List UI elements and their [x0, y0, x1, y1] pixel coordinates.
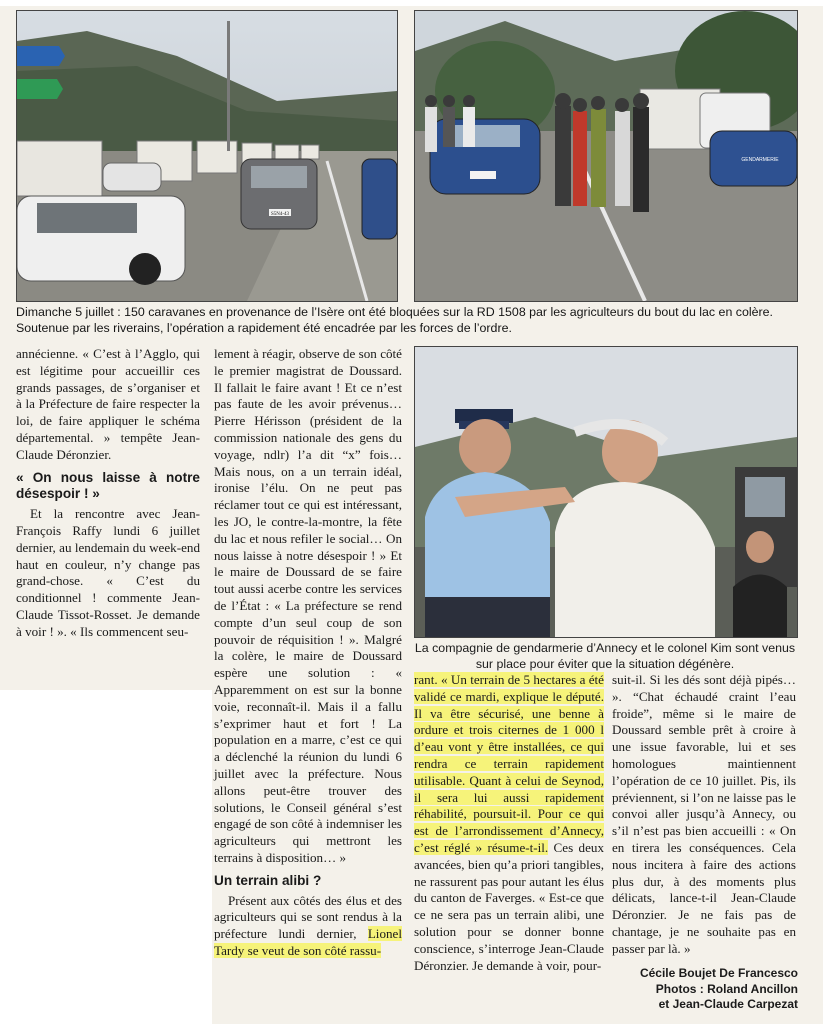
signature — [600, 966, 798, 1013]
signature-author: Cécile Boujet De Francesco — [639, 966, 798, 980]
col2-heading: Un terrain alibi ? — [214, 872, 322, 888]
caption-gendarmerie: La compagnie de gendarmerie d’Annecy et le colonel Kim sont venus sur place pour éviter que la situation dégénère. — [414, 641, 796, 671]
col3-highlight-quote: rant. « Un terrain de 5 hectares a été validé ce mardi, explique le député. Il va être sécurisé, une benne à ordure et trois citernes de 1 000 l d’eau vont y être installées, ce qui rendra ce terrain rapidement utilisable. Quant à celui de Seynod, il sera lui aussi rapidement réhabilité, poursuit-il. Pour ce qui est de l’arrondissement d’Annecy, c’est réglé » résume-t-il. — [414, 672, 604, 855]
column-1 — [16, 346, 200, 645]
col2-paragraph-2 — [214, 893, 402, 960]
photo-roadblock-gendarmes — [414, 10, 798, 302]
signature-photos: Photos : Roland Ancillon — [655, 981, 798, 996]
col1-paragraph-2: Et la rencontre avec Jean-François Raffy lundi 6 juillet dernier, au lendemain du week-end haut en couleur, n’y change pas grand-chose. « C’est du conditionnel ! commente Jean-Claude Tissot-Rosset. Je demande à voir ! ». « Ils commencent seu- — [16, 506, 200, 639]
col1-paragraph-1: annécienne. « C’est à l’Agglo, qui est légitime pour accueillir ces grands passages, de s’organiser et à la Préfecture de faire respecter la loi, de faire appliquer le schéma départemental. » tempête Jean-Claude Déronzier. — [16, 346, 200, 462]
blank-margin-top — [0, 0, 823, 6]
caption-top: Dimanche 5 juillet : 150 caravanes en provenance de l’Isère ont été bloquées sur la RD 1508 par les agriculteurs du bout du lac en colère. Soutenue par les riverains, l’opération a rapidement été encadrée par les forces de l’ordre. — [16, 305, 773, 335]
col3-rest: Ces deux avancées, bien qu’a priori tangibles, ne rassurent pas pour autant les élus du canton de Faverges. « Est-ce que ce ne sera pas un terrain alibi, une solution pour se donner bonne conscience, s’interroge Jean-Claude Déronzier. Je demande à voir, pour- — [414, 839, 604, 973]
column-4 — [612, 672, 796, 962]
col3-paragraph — [414, 672, 604, 974]
photo-caravans-road — [16, 10, 398, 302]
column-2 — [214, 346, 402, 964]
col2-paragraph-2-start: Présent aux côtés des élus et des agriculteurs qui se sont rendus à la préfecture lundi dernier, — [214, 892, 402, 942]
gendarmerie-label: GENDARMERIE — [741, 157, 779, 163]
col2-highlight-tardy: Lionel Tardy se veut de son côté rassu- — [214, 926, 402, 958]
col2-paragraph-1: lement à réagir, observe de son côté le premier magistrat de Doussard. Il fallait le faire avant ! Et ce n’est pas faute de les avoir prévenus… Pierre Hérisson (président de la commission nationale des gens du voyage, ndlr) l’a dit “x” fois… Mais nous, on a un terrain idéal, ironise l’élu. On ne peut pas réclamer tout ce qui est intéressant, les JO, le contre-la-montre, la fête du lac et nous refiler le social… On nous laisse à notre désespoir ! » Et le maire de Doussard de se faire tout aussi acerbe contre les services de l’État : « La préfecture se rend compte d’un seul coup de son pouvoir de réquisition ! ». Malgré la colère, le maire de Doussard espère une solution : « Apparemment on est sur la bonne voie, reconnaît-il. Mais il a fallu s’exprimer haut et fort ! La population en a marre, c’est ce qui a déclenché la réunion du lundi 6 juillet avec la préfecture. Nous allons peut-être trouver des solutions, le Conseil général s’est engagé de son côté à indemniser les agriculteurs qui mettront les terrains à disposition… » — [214, 346, 402, 865]
col1-heading: « On nous laisse à notre désespoir ! » — [16, 469, 200, 502]
signature-photos-2: et Jean-Claude Carpezat — [658, 997, 798, 1011]
photo-gendarme-colonel — [414, 346, 798, 638]
license-plate: S5N4-43 — [270, 212, 290, 217]
col4-paragraph: suit-il. Si les dés sont déjà pipés… ». “Chat échaudé craint l’eau froide”, même si le maire de Doussard semble prêt à croire à une issue favorable, lui et ses homologues maintiennent l’opération de ce 10 juillet. Pis, ils préviennent, si l’on ne laisse pas le convoi aller jusqu’à Annecy, ou s’il n’est pas bien accueilli : « On en tirera les conséquences. Cela nous incitera à faire des actions plus dur, à des moments plus délicats, lance-t-il Jean-Claude Déronzier. Je ne fais pas de chantage, je ne souhaite pas en passer par là. » — [612, 672, 796, 956]
blank-margin-bottom-left — [0, 690, 212, 1024]
column-3 — [414, 672, 604, 978]
